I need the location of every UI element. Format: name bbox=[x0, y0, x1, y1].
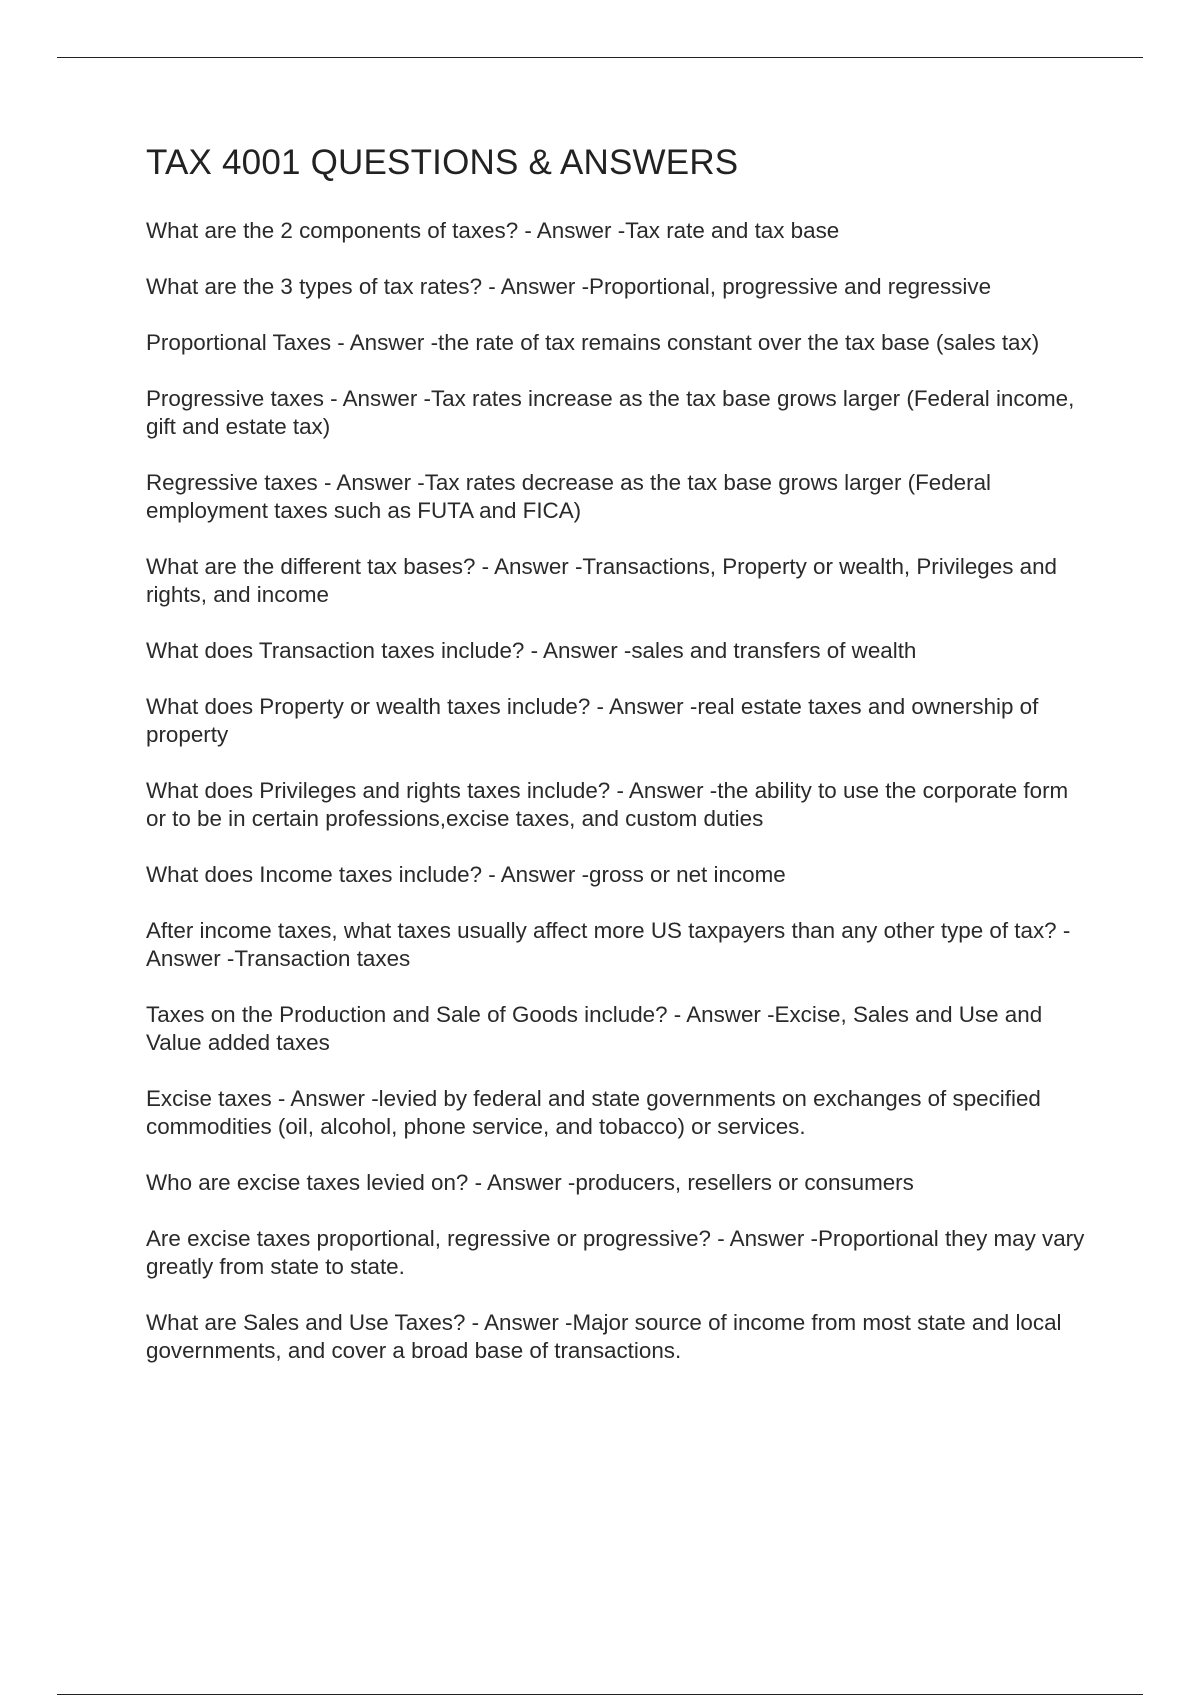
qa-entry: What are the different tax bases? - Answer -Transactions, Property or wealth, Privileges and rights, and income bbox=[146, 554, 1057, 607]
top-rule bbox=[57, 57, 1143, 58]
document-title: TAX 4001 QUESTIONS & ANSWERS bbox=[146, 143, 739, 182]
qa-entry: Excise taxes - Answer -levied by federal and state governments on exchanges of specified commodities (oil, alcohol, phone service, and tobacco) or services. bbox=[146, 1086, 1041, 1139]
qa-entry: Who are excise taxes levied on? - Answer -producers, resellers or consumers bbox=[146, 1170, 914, 1195]
qa-entry: What does Privileges and rights taxes include? - Answer -the ability to use the corporate form or to be in certain professions,excise taxes, and custom duties bbox=[146, 778, 1069, 831]
qa-entry: Proportional Taxes - Answer -the rate of tax remains constant over the tax base (sales tax) bbox=[146, 330, 1040, 355]
qa-entry: What does Property or wealth taxes include? - Answer -real estate taxes and ownership of property bbox=[146, 694, 1039, 747]
qa-list bbox=[146, 217, 1092, 1365]
qa-entry: What are the 3 types of tax rates? - Answer -Proportional, progressive and regressive bbox=[146, 274, 992, 299]
qa-entry: Taxes on the Production and Sale of Goods include? - Answer -Excise, Sales and Use and Value added taxes bbox=[146, 1002, 1043, 1055]
qa-entry: Progressive taxes - Answer -Tax rates increase as the tax base grows larger (Federal income, gift and estate tax) bbox=[146, 386, 1075, 439]
qa-entry: Regressive taxes - Answer -Tax rates decrease as the tax base grows larger (Federal employment taxes such as FUTA and FICA) bbox=[146, 470, 991, 523]
qa-entry: What does Transaction taxes include? - Answer -sales and transfers of wealth bbox=[146, 638, 917, 663]
qa-entry: Are excise taxes proportional, regressive or progressive? - Answer -Proportional they may vary greatly from state to state. bbox=[146, 1226, 1085, 1279]
qa-entry: What are Sales and Use Taxes? - Answer -Major source of income from most state and local governments, and cover a broad base of transactions. bbox=[146, 1310, 1062, 1363]
bottom-rule bbox=[57, 1694, 1143, 1695]
qa-entry: What does Income taxes include? - Answer -gross or net income bbox=[146, 862, 786, 887]
document-body bbox=[146, 140, 1092, 1393]
qa-entry: After income taxes, what taxes usually affect more US taxpayers than any other type of tax? - Answer -Transaction taxes bbox=[146, 918, 1071, 971]
qa-entry: What are the 2 components of taxes? - Answer -Tax rate and tax base bbox=[146, 218, 840, 243]
